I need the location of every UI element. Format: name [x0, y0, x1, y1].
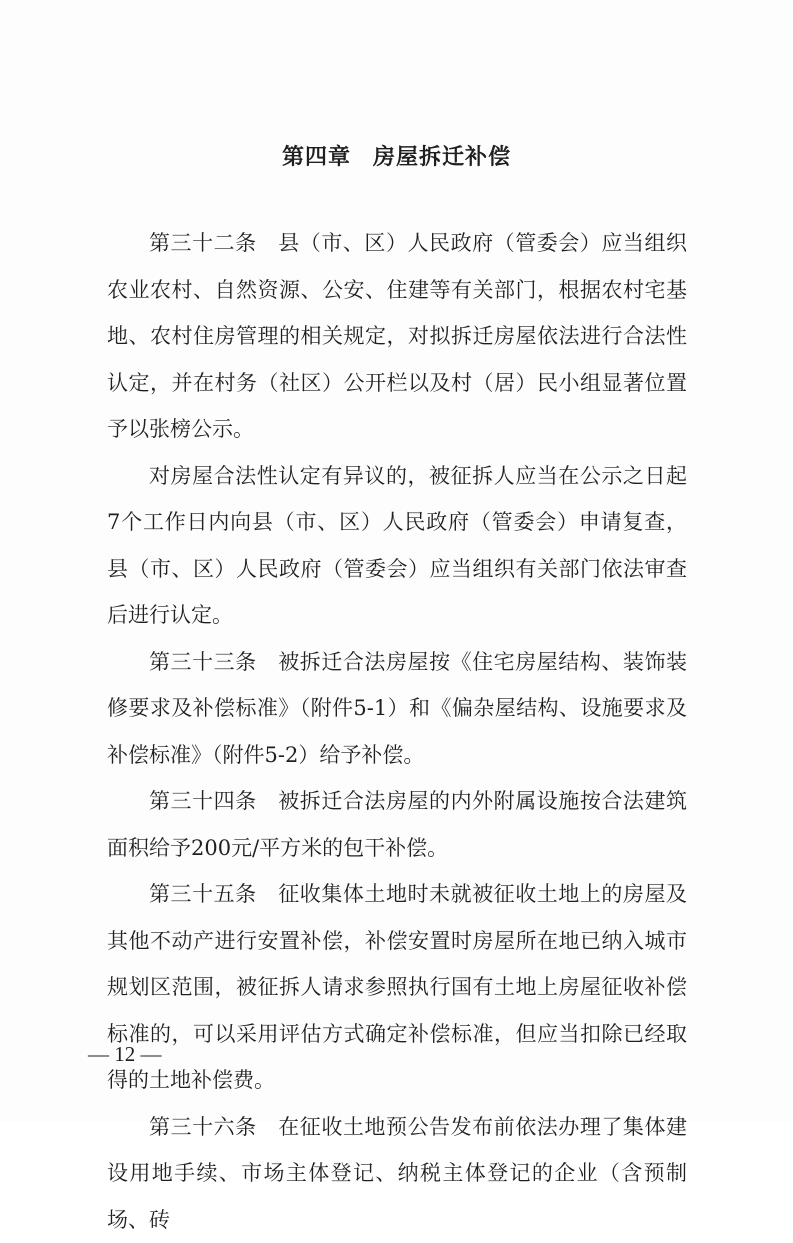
paragraph-text: 县（市、区）人民政府（管委会）应当组织农业农村、自然资源、公安、住建等有关部门，根据农村宅基地、农村住房管理的相关规定，对拟拆迁房屋依法进行合法性认定，并在村务（社区）公开栏以及村（居）民小组显著位置予以张榜公示。 — [107, 231, 687, 441]
chapter-number: 第四章 — [282, 144, 351, 170]
chapter-title-text: 房屋拆迁补偿 — [373, 144, 511, 170]
paragraph-text: 对房屋合法性认定有异议的，被征拆人应当在公示之日起7个工作日内向县（市、区）人民政府（管委会）申请复查，县（市、区）人民政府（管委会）应当组织有关部门依法审查后进行认定。 — [107, 464, 687, 628]
paragraph-text: 征收集体土地时未就被征收土地上的房屋及其他不动产进行安置补偿，补偿安置时房屋所在地已纳入城市规划区范围，被征拆人请求参照执行国有土地上房屋征收补偿标准的，可以采用评估方式确定补偿标准，但应当扣除已经取得的土地补偿费。 — [107, 882, 687, 1092]
paragraph-text: 被拆迁合法房屋按《住宅房屋结构、装饰装修要求及补偿标准》（附件5-1）和《偏杂屋结构、设施要求及补偿标准》（附件5-2）给予补偿。 — [107, 650, 687, 767]
document-body — [107, 220, 687, 1243]
article-number: 第三十二条 — [149, 231, 257, 255]
paragraph-text: 在征收土地预公告发布前依法办理了集体建设用地手续、市场主体登记、纳税主体登记的企业（含预制场、砖 — [107, 1115, 687, 1232]
page-number: — 12 — — [88, 1042, 162, 1067]
paragraph-article-32 — [107, 220, 687, 453]
paragraph-article-33 — [107, 639, 687, 779]
paragraph-text: 被拆迁合法房屋的内外附属设施按合法建筑面积给予200元/平方米的包干补偿。 — [107, 789, 687, 860]
paragraph-article-35 — [107, 871, 687, 1104]
article-number: 第三十五条 — [149, 882, 257, 906]
article-number: 第三十四条 — [149, 789, 257, 813]
paragraph-article-34 — [107, 778, 687, 871]
paragraph-article-36 — [107, 1104, 687, 1243]
article-number: 第三十三条 — [149, 650, 257, 674]
article-number: 第三十六条 — [149, 1115, 257, 1139]
chapter-heading — [0, 140, 793, 171]
paragraph-article-32-objection — [107, 453, 687, 639]
